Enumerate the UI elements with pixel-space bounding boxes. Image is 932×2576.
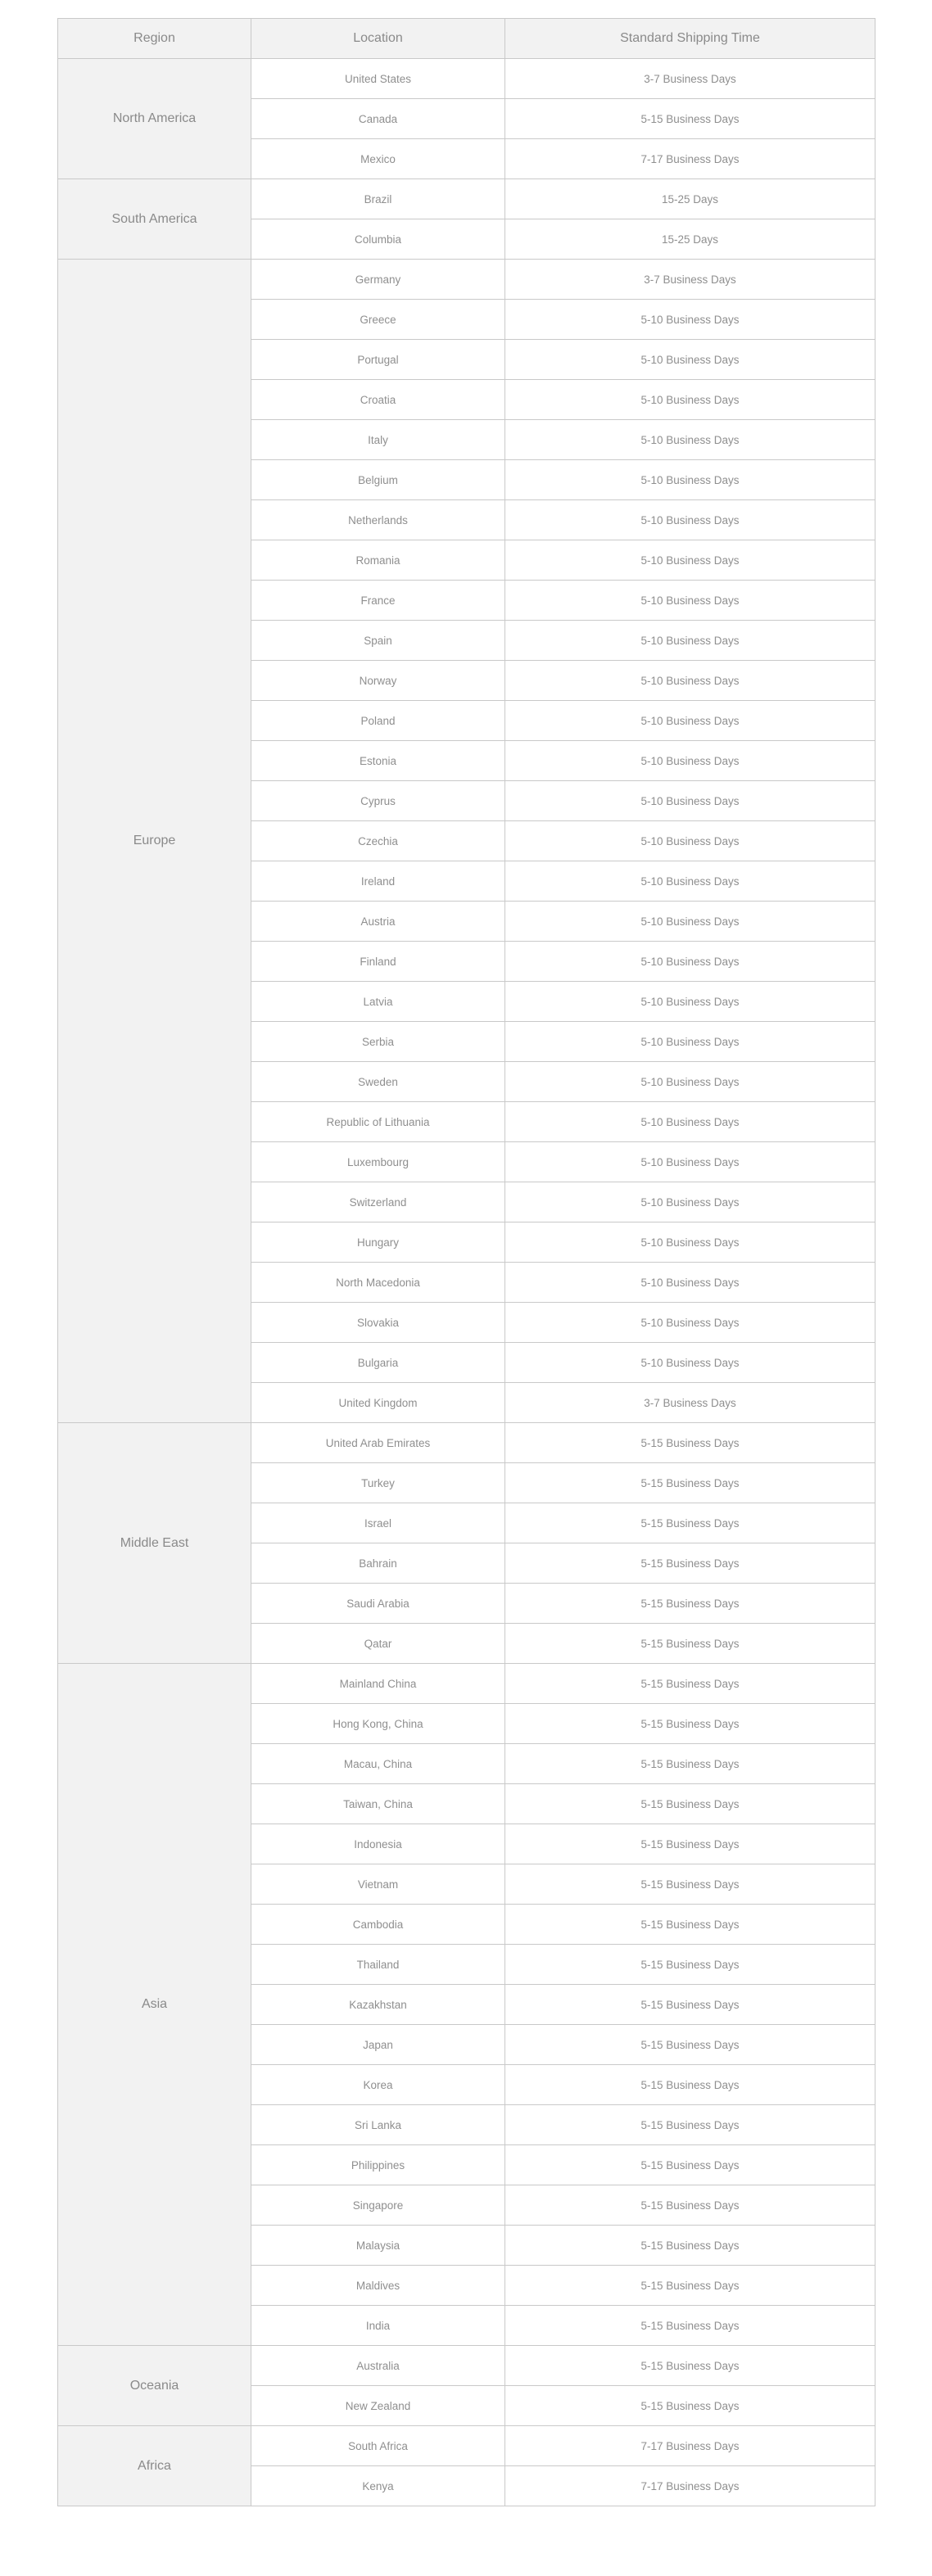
location-cell: France	[251, 581, 505, 621]
location-cell: Switzerland	[251, 1182, 505, 1222]
shipping-time-cell: 15-25 Days	[505, 219, 875, 260]
location-cell: Saudi Arabia	[251, 1584, 505, 1624]
shipping-time-cell: 3-7 Business Days	[505, 260, 875, 300]
shipping-time-cell: 5-15 Business Days	[505, 2065, 875, 2105]
location-cell: Turkey	[251, 1463, 505, 1503]
region-cell: Africa	[58, 2426, 251, 2506]
location-cell: Kenya	[251, 2466, 505, 2506]
location-cell: Bahrain	[251, 1543, 505, 1584]
location-cell: Republic of Lithuania	[251, 1102, 505, 1142]
location-cell: Sweden	[251, 1062, 505, 1102]
shipping-time-cell: 5-15 Business Days	[505, 1463, 875, 1503]
shipping-time-cell: 3-7 Business Days	[505, 59, 875, 99]
shipping-time-cell: 5-15 Business Days	[505, 2346, 875, 2386]
location-cell: Austria	[251, 902, 505, 942]
shipping-time-cell: 5-10 Business Days	[505, 701, 875, 741]
location-cell: Korea	[251, 2065, 505, 2105]
shipping-time-cell: 5-15 Business Days	[505, 1423, 875, 1463]
shipping-time-cell: 5-15 Business Days	[505, 1784, 875, 1824]
shipping-time-cell: 5-10 Business Days	[505, 1303, 875, 1343]
shipping-time-cell: 5-10 Business Days	[505, 1343, 875, 1383]
region-cell: Middle East	[58, 1423, 251, 1664]
region-cell: South America	[58, 179, 251, 260]
location-cell: Bulgaria	[251, 1343, 505, 1383]
shipping-time-cell: 5-10 Business Days	[505, 460, 875, 500]
shipping-time-cell: 5-15 Business Days	[505, 1664, 875, 1704]
table-row	[58, 260, 875, 300]
region-cell: Asia	[58, 1664, 251, 2346]
region-cell: Europe	[58, 260, 251, 1423]
location-cell: Malaysia	[251, 2226, 505, 2266]
shipping-time-table	[57, 18, 875, 2506]
location-cell: United Kingdom	[251, 1383, 505, 1423]
location-cell: Portugal	[251, 340, 505, 380]
shipping-time-cell: 5-10 Business Days	[505, 1182, 875, 1222]
location-cell: Sri Lanka	[251, 2105, 505, 2145]
location-cell: Vietnam	[251, 1864, 505, 1905]
location-cell: Belgium	[251, 460, 505, 500]
location-cell: Kazakhstan	[251, 1985, 505, 2025]
shipping-time-cell: 5-10 Business Days	[505, 1022, 875, 1062]
shipping-time-cell: 5-10 Business Days	[505, 1142, 875, 1182]
shipping-time-cell: 5-15 Business Days	[505, 2226, 875, 2266]
location-cell: Philippines	[251, 2145, 505, 2185]
table-header	[58, 19, 875, 59]
shipping-time-cell: 5-15 Business Days	[505, 1985, 875, 2025]
shipping-time-cell: 5-10 Business Days	[505, 540, 875, 581]
location-cell: Hungary	[251, 1222, 505, 1263]
location-cell: Serbia	[251, 1022, 505, 1062]
location-cell: South Africa	[251, 2426, 505, 2466]
shipping-time-cell: 5-15 Business Days	[505, 1503, 875, 1543]
shipping-time-cell: 5-10 Business Days	[505, 781, 875, 821]
location-cell: Macau, China	[251, 1744, 505, 1784]
location-cell: Singapore	[251, 2185, 505, 2226]
location-cell: Thailand	[251, 1945, 505, 1985]
location-cell: Cyprus	[251, 781, 505, 821]
shipping-time-cell: 5-15 Business Days	[505, 1824, 875, 1864]
header-row	[58, 19, 875, 59]
header-region: Region	[58, 19, 251, 59]
region-cell: North America	[58, 59, 251, 179]
table-row	[58, 2346, 875, 2386]
location-cell: Norway	[251, 661, 505, 701]
shipping-time-cell: 5-15 Business Days	[505, 1945, 875, 1985]
shipping-time-cell: 5-10 Business Days	[505, 942, 875, 982]
location-cell: Poland	[251, 701, 505, 741]
location-cell: New Zealand	[251, 2386, 505, 2426]
shipping-table-container	[57, 18, 875, 2506]
shipping-time-cell: 5-10 Business Days	[505, 861, 875, 902]
table-row	[58, 2426, 875, 2466]
location-cell: Czechia	[251, 821, 505, 861]
shipping-time-cell: 5-15 Business Days	[505, 1584, 875, 1624]
shipping-time-cell: 5-10 Business Days	[505, 1222, 875, 1263]
shipping-time-cell: 5-10 Business Days	[505, 1102, 875, 1142]
location-cell: Israel	[251, 1503, 505, 1543]
location-cell: Luxembourg	[251, 1142, 505, 1182]
location-cell: Hong Kong, China	[251, 1704, 505, 1744]
location-cell: Latvia	[251, 982, 505, 1022]
location-cell: Mexico	[251, 139, 505, 179]
location-cell: Brazil	[251, 179, 505, 219]
shipping-time-cell: 5-15 Business Days	[505, 2306, 875, 2346]
shipping-time-cell: 5-15 Business Days	[505, 1864, 875, 1905]
region-cell: Oceania	[58, 2346, 251, 2426]
shipping-time-cell: 5-15 Business Days	[505, 1905, 875, 1945]
location-cell: Romania	[251, 540, 505, 581]
shipping-time-cell: 5-15 Business Days	[505, 1704, 875, 1744]
location-cell: United Arab Emirates	[251, 1423, 505, 1463]
table-row	[58, 1423, 875, 1463]
location-cell: Estonia	[251, 741, 505, 781]
location-cell: Australia	[251, 2346, 505, 2386]
shipping-time-cell: 5-10 Business Days	[505, 340, 875, 380]
location-cell: Canada	[251, 99, 505, 139]
table-row	[58, 59, 875, 99]
shipping-time-cell: 5-15 Business Days	[505, 2105, 875, 2145]
shipping-time-cell: 5-10 Business Days	[505, 380, 875, 420]
shipping-time-cell: 5-10 Business Days	[505, 621, 875, 661]
shipping-time-cell: 3-7 Business Days	[505, 1383, 875, 1423]
shipping-time-cell: 15-25 Days	[505, 179, 875, 219]
location-cell: United States	[251, 59, 505, 99]
shipping-time-cell: 5-10 Business Days	[505, 420, 875, 460]
shipping-time-cell: 5-15 Business Days	[505, 99, 875, 139]
location-cell: North Macedonia	[251, 1263, 505, 1303]
table-row	[58, 1664, 875, 1704]
shipping-time-cell: 5-10 Business Days	[505, 300, 875, 340]
shipping-time-cell: 5-10 Business Days	[505, 1263, 875, 1303]
location-cell: Japan	[251, 2025, 505, 2065]
shipping-time-cell: 7-17 Business Days	[505, 2466, 875, 2506]
location-cell: Greece	[251, 300, 505, 340]
location-cell: Croatia	[251, 380, 505, 420]
shipping-time-cell: 5-10 Business Days	[505, 741, 875, 781]
shipping-time-cell: 5-15 Business Days	[505, 1744, 875, 1784]
location-cell: Qatar	[251, 1624, 505, 1664]
shipping-time-cell: 5-15 Business Days	[505, 2266, 875, 2306]
location-cell: Finland	[251, 942, 505, 982]
location-cell: Columbia	[251, 219, 505, 260]
shipping-time-cell: 5-10 Business Days	[505, 902, 875, 942]
location-cell: India	[251, 2306, 505, 2346]
location-cell: Mainland China	[251, 1664, 505, 1704]
header-location: Location	[251, 19, 505, 59]
location-cell: Ireland	[251, 861, 505, 902]
shipping-time-cell: 5-10 Business Days	[505, 1062, 875, 1102]
location-cell: Indonesia	[251, 1824, 505, 1864]
location-cell: Cambodia	[251, 1905, 505, 1945]
shipping-time-cell: 7-17 Business Days	[505, 2426, 875, 2466]
shipping-time-cell: 5-15 Business Days	[505, 2386, 875, 2426]
location-cell: Maldives	[251, 2266, 505, 2306]
shipping-time-cell: 5-15 Business Days	[505, 1624, 875, 1664]
shipping-time-cell: 5-10 Business Days	[505, 982, 875, 1022]
table-row	[58, 179, 875, 219]
location-cell: Spain	[251, 621, 505, 661]
shipping-time-cell: 5-15 Business Days	[505, 2185, 875, 2226]
location-cell: Germany	[251, 260, 505, 300]
header-shipping-time: Standard Shipping Time	[505, 19, 875, 59]
location-cell: Slovakia	[251, 1303, 505, 1343]
table-body	[58, 59, 875, 2506]
shipping-time-cell: 5-10 Business Days	[505, 821, 875, 861]
shipping-time-cell: 7-17 Business Days	[505, 139, 875, 179]
location-cell: Taiwan, China	[251, 1784, 505, 1824]
shipping-time-cell: 5-15 Business Days	[505, 2025, 875, 2065]
shipping-time-cell: 5-15 Business Days	[505, 2145, 875, 2185]
location-cell: Netherlands	[251, 500, 505, 540]
shipping-time-cell: 5-10 Business Days	[505, 661, 875, 701]
shipping-time-cell: 5-10 Business Days	[505, 581, 875, 621]
shipping-time-cell: 5-10 Business Days	[505, 500, 875, 540]
shipping-time-cell: 5-15 Business Days	[505, 1543, 875, 1584]
location-cell: Italy	[251, 420, 505, 460]
